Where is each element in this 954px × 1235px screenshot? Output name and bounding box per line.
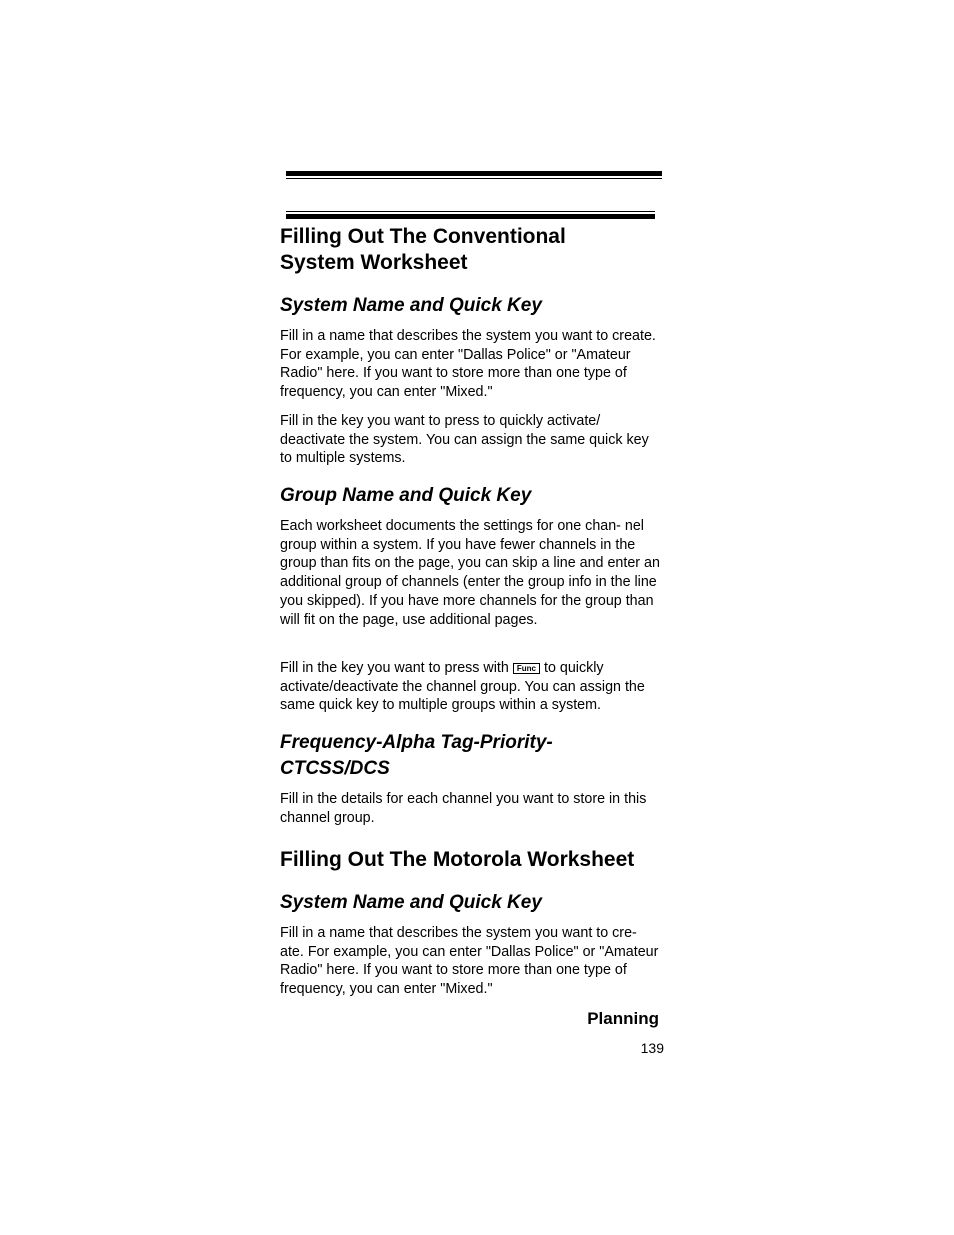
channel-details-paragraph: Fill in the details for each channel you want to store in this channel group. xyxy=(280,791,647,826)
motorola-worksheet-heading: Filling Out The Motorola Worksheet xyxy=(280,848,635,871)
system-name-quick-key-heading: System Name and Quick Key xyxy=(280,295,542,316)
frequency-alpha-tag-heading xyxy=(280,730,662,782)
heading-line: System Worksheet xyxy=(280,251,468,274)
paragraph-text: Fill in the key you want to press with xyxy=(280,660,509,676)
heading-line: CTCSS/DCS xyxy=(280,758,390,779)
system-name-paragraph: Fill in a name that describes the system you want to create. For example, you can enter "Dallas Police" or "Amateur Radio" here. If you want to store more than one type of frequency, you can enter "Mixed." xyxy=(280,328,656,401)
section-rule-thick xyxy=(286,214,655,219)
func-key-icon: Func xyxy=(513,663,540,674)
footer-section-name: Planning xyxy=(587,1009,659,1028)
system-quick-key-paragraph: Fill in the key you want to press to quickly activate/ deactivate the system. You can assign the same quick key to multiple systems. xyxy=(280,413,649,467)
motorola-system-name-paragraph: Fill in a name that describes the system you want to cre- ate. For example, you can enter "Dallas Police" or "Amateur Radio" here. If you want to store more than one type of frequency, you can enter "Mixed." xyxy=(280,925,659,998)
conventional-worksheet-heading xyxy=(280,224,662,276)
paragraph-text: to quickly activate/deactivate the channel group. You can assign the same quick key to multiple groups within a system. xyxy=(280,660,645,714)
heading-line: Filling Out The Conventional xyxy=(280,225,566,248)
group-quick-key-paragraph xyxy=(280,659,662,715)
page-number: 139 xyxy=(640,1040,664,1056)
motorola-system-name-heading: System Name and Quick Key xyxy=(280,892,542,913)
top-rule-thick xyxy=(286,171,662,176)
heading-line: Frequency-Alpha Tag-Priority- xyxy=(280,732,553,753)
group-name-paragraph: Each worksheet documents the settings for one chan- nel group within a system. If you have fewer channels in the group than fits on the page, you can skip a line and enter an additional group of channels (enter the group info in the line you skipped). If you have more channels for the group than will fit on the page, use additional pages. xyxy=(280,518,660,628)
section-rule-thin xyxy=(286,211,655,212)
top-rule-thin xyxy=(286,178,662,179)
group-name-quick-key-heading: Group Name and Quick Key xyxy=(280,485,532,506)
